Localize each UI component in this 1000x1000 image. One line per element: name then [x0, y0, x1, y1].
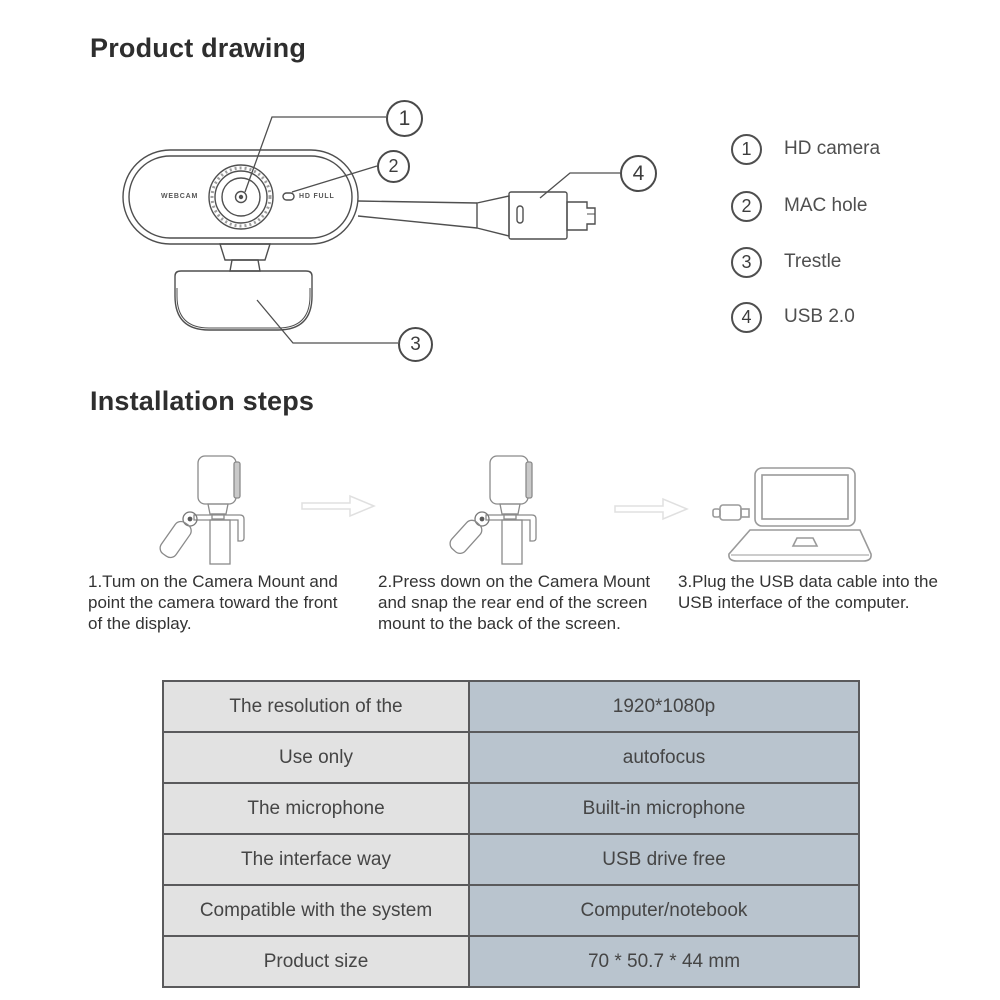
table-row [163, 783, 859, 834]
table-row [163, 732, 859, 783]
spec-value: Built-in microphone [469, 783, 859, 834]
legend-label-mac-hole: MAC hole [784, 195, 868, 216]
spec-value: 1920*1080p [469, 681, 859, 732]
legend-badge-3: 3 [731, 247, 762, 278]
laptop-drawing [705, 462, 880, 567]
step-3-caption: 3.Plug the USB data cable into the USB interface of the computer. [678, 572, 938, 612]
spec-label: The interface way [163, 834, 469, 885]
callout-2: 2 [377, 150, 410, 183]
spec-label: Use only [163, 732, 469, 783]
hd-full-label: HD FULL [299, 193, 335, 200]
webcam-face-label: WEBCAM [161, 193, 199, 200]
legend-label-hd-camera: HD camera [784, 138, 881, 159]
legend-badge-1: 1 [731, 134, 762, 165]
step-1-caption: 1.Tum on the Camera Mount and point the camera toward the front of the display. [88, 572, 338, 633]
legend-badge-4: 4 [731, 302, 762, 333]
spec-value: autofocus [469, 732, 859, 783]
spec-value: USB drive free [469, 834, 859, 885]
usb-cable-drawing [358, 192, 595, 239]
table-row [163, 936, 859, 987]
mount-step-1-drawing [150, 452, 270, 567]
spec-label: The resolution of the [163, 681, 469, 732]
legend-item-hd-camera [731, 134, 880, 164]
callout-lines [245, 117, 620, 343]
spec-label: Product size [163, 936, 469, 987]
product-drawing-title: Product drawing [90, 33, 307, 63]
arrow-right-icon [613, 495, 691, 523]
legend-label-trestle: Trestle [784, 251, 842, 272]
mic-hole-icon [283, 193, 294, 200]
legend-label-usb: USB 2.0 [784, 306, 855, 327]
legend-item-usb [731, 302, 855, 332]
legend-item-trestle [731, 247, 841, 277]
table-row [163, 681, 859, 732]
camera-lens [209, 165, 273, 229]
mount-step-2-drawing [442, 452, 562, 567]
table-row [163, 834, 859, 885]
callout-4: 4 [620, 155, 657, 192]
spec-table [162, 680, 860, 988]
callout-3: 3 [398, 327, 433, 362]
spec-label: The microphone [163, 783, 469, 834]
step-2-caption: 2.Press down on the Camera Mount and snap the rear end of the screen mount to the back of the screen. [378, 572, 651, 633]
spec-label: Compatible with the system [163, 885, 469, 936]
legend-badge-2: 2 [731, 191, 762, 222]
usb-plug-icon [713, 505, 749, 520]
table-row [163, 885, 859, 936]
legend-item-mac-hole [731, 191, 867, 221]
arrow-right-icon [300, 492, 378, 520]
installation-steps-title: Installation steps [90, 386, 315, 416]
callout-1: 1 [386, 100, 423, 137]
spec-value: 70 * 50.7 * 44 mm [469, 936, 859, 987]
trestle-base [175, 244, 312, 330]
spec-value: Computer/notebook [469, 885, 859, 936]
